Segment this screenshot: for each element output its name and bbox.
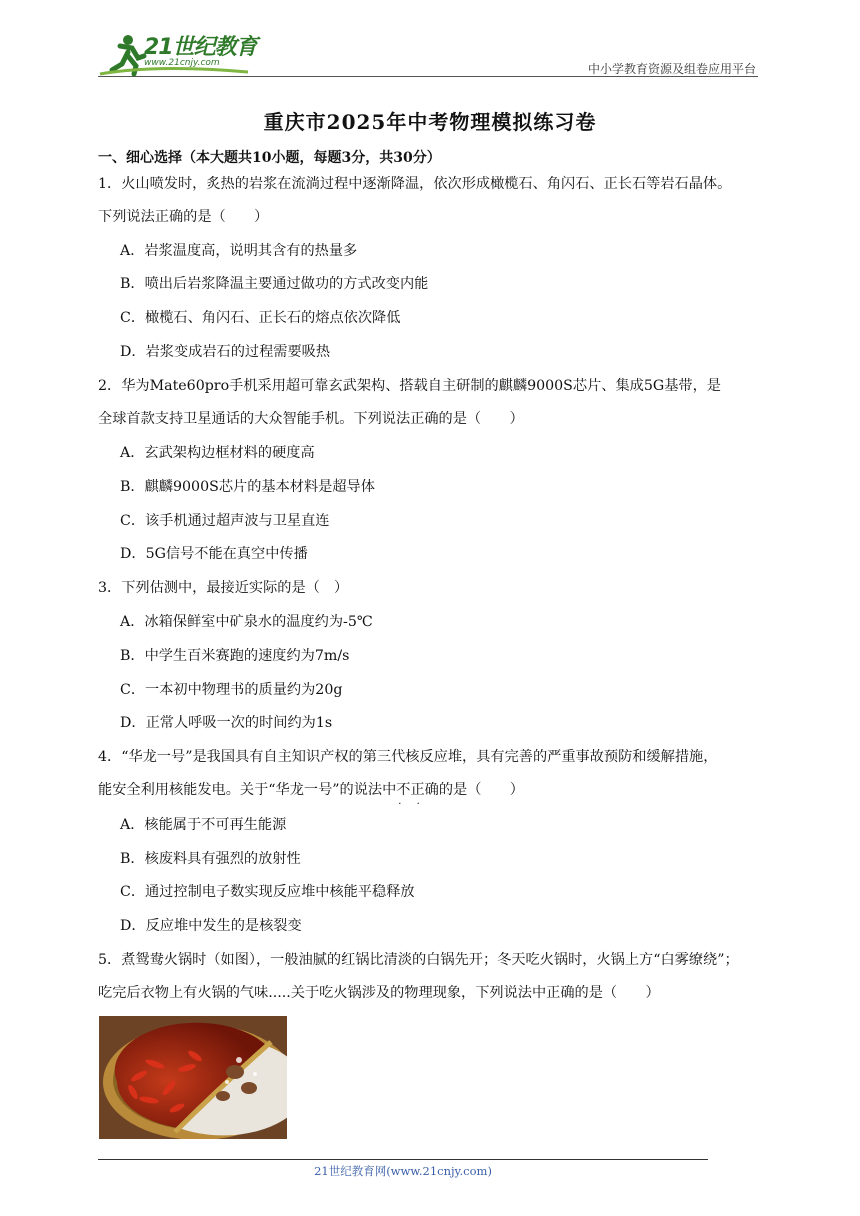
question-4-emphasis: 不正确 · ·: [396, 782, 439, 798]
logo-url: www.21cnjy.com: [144, 58, 220, 68]
question-5-stem-line-2: 吃完后衣物上有火锅的气味.....关于吃火锅涉及的物理现象，下列说法中正确的是（ ）: [98, 985, 660, 1001]
footer-divider: [98, 1159, 708, 1160]
question-2-stem-line-1: 2．华为Mate60pro手机采用超可靠玄武架构、搭载自主研制的麒麟9000S芯片、集成5G基带，是: [98, 378, 721, 394]
section-title: 一、细心选择（本大题共10小题，每题3分，共30分）: [98, 150, 441, 166]
question-3-option-a[interactable]: A．冰箱保鲜室中矿泉水的温度约为-5℃: [120, 614, 373, 630]
question-1-stem-line-1: 1．火山喷发时，炙热的岩浆在流淌过程中逐渐降温，依次形成橄榄石、角闪石、正长石等岩石晶体。: [98, 176, 732, 192]
hotpot-photo: [99, 1016, 287, 1139]
question-2-option-a[interactable]: A．玄武架构边框材料的硬度高: [120, 445, 315, 461]
question-4-stem-part-2: 的是（ ）: [438, 782, 524, 798]
question-4-option-a[interactable]: A．核能属于不可再生能源: [120, 817, 287, 833]
question-4-option-d[interactable]: D．反应堆中发生的是核裂变: [120, 918, 302, 934]
question-3-option-b[interactable]: B．中学生百米赛跑的速度约为7m/s: [120, 648, 350, 664]
footer-link[interactable]: 21世纪教育网(www.21cnjy.com): [314, 1164, 492, 1178]
question-1-stem-line-2: 下列说法正确的是（ ）: [98, 209, 269, 225]
platform-name: 中小学教育资源及组卷应用平台: [587, 62, 756, 76]
question-1-option-b[interactable]: B．喷出后岩浆降温主要通过做功的方式改变内能: [120, 276, 429, 292]
question-3-option-d[interactable]: D．正常人呼吸一次的时间约为1s: [120, 715, 333, 731]
page-header: [98, 30, 758, 78]
question-2-option-b[interactable]: B．麒麟9000S芯片的基本材料是超导体: [120, 479, 375, 495]
header-divider: [98, 76, 758, 77]
question-4-stem-part-1: 能安全利用核能发电。关于“华龙一号”的说法中: [98, 782, 397, 798]
question-1-option-c[interactable]: C．橄榄石、角闪石、正长石的熔点依次降低: [120, 310, 401, 326]
question-4-option-c[interactable]: C．通过控制电子数实现反应堆中核能平稳释放: [120, 884, 415, 900]
page-title: 重庆市2025年中考物理模拟练习卷: [263, 110, 597, 134]
question-5-stem-line-1: 5．煮鸳鸯火锅时（如图），一般油腻的红锅比清淡的白锅先开；冬天吃火锅时，火锅上方“白雾缭绕”；: [98, 952, 739, 968]
logo-text: 21世纪教育: [144, 35, 257, 60]
question-1-option-d[interactable]: D．岩浆变成岩石的过程需要吸热: [120, 344, 331, 360]
question-1-option-a[interactable]: A．岩浆温度高，说明其含有的热量多: [120, 243, 358, 259]
question-2-stem-line-2: 全球首款支持卫星通话的大众智能手机。下列说法正确的是（ ）: [98, 411, 524, 427]
question-3-stem: 3．下列估测中，最接近实际的是（ ）: [98, 580, 349, 596]
question-3-option-c[interactable]: C．一本初中物理书的质量约为20g: [120, 682, 343, 698]
question-2-option-c[interactable]: C．该手机通过超声波与卫星直连: [120, 513, 330, 529]
question-4-stem-line-2: [98, 780, 524, 800]
question-4-option-b[interactable]: B．核废料具有强烈的放射性: [120, 851, 301, 867]
question-2-option-d[interactable]: D．5G信号不能在真空中传播: [120, 546, 308, 562]
question-4-stem-line-1: 4．“华龙一号”是我国具有自主知识产权的第三代核反应堆，具有完善的严重事故预防和缓解措施，: [98, 749, 718, 765]
